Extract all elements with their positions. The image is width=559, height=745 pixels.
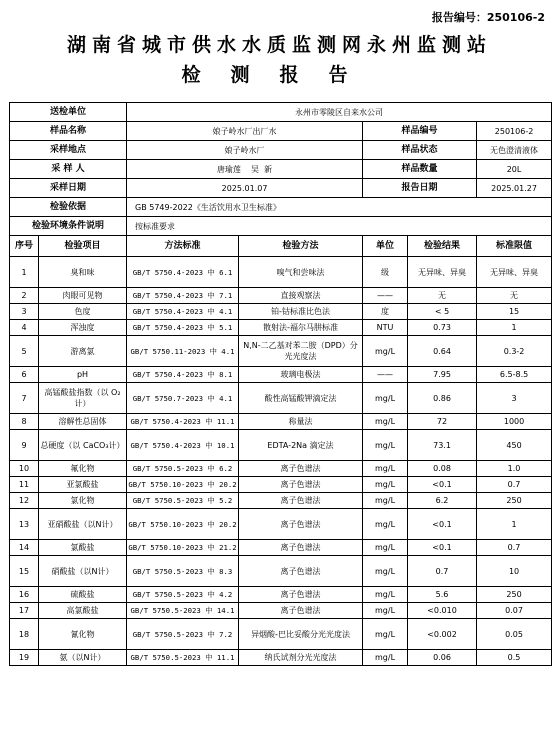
row-unit: mg/L (363, 430, 408, 461)
row-standard: GB/T 5750.5-2023 中 11.1 (127, 650, 239, 666)
row-limit: 250 (477, 493, 552, 509)
table-row (10, 336, 552, 367)
row-limit: 0.7 (477, 540, 552, 556)
row-item: 高氯酸盐 (39, 603, 127, 619)
row-item: 肉眼可见物 (39, 288, 127, 304)
row-method: 铂-钴标准比色法 (239, 304, 363, 320)
table-row (10, 477, 552, 493)
col-header-item: 检验项目 (39, 236, 127, 257)
row-unit: mg/L (363, 383, 408, 414)
row-no: 13 (10, 509, 39, 540)
row-unit: mg/L (363, 493, 408, 509)
row-limit: 0.5 (477, 650, 552, 666)
sample-no-label: 样品编号 (363, 122, 477, 141)
row-result: <0.002 (408, 619, 477, 650)
table-row (10, 493, 552, 509)
row-limit: 无 (477, 288, 552, 304)
row-result: 0.73 (408, 320, 477, 336)
col-header-no: 序号 (10, 236, 39, 257)
row-result: <0.1 (408, 509, 477, 540)
row-unit: mg/L (363, 603, 408, 619)
report-title: 湖南省城市供水水质监测网永州监测站 (66, 34, 492, 56)
row-unit: mg/L (363, 336, 408, 367)
row-item: 亚硝酸盐（以N计） (39, 509, 127, 540)
row-method: 纳氏试剂分光光度法 (239, 650, 363, 666)
table-row (10, 650, 552, 666)
row-result: 5.6 (408, 587, 477, 603)
row-no: 11 (10, 477, 39, 493)
row-limit: 1000 (477, 414, 552, 430)
row-item: 氯化物 (39, 493, 127, 509)
col-header-result: 检验结果 (408, 236, 477, 257)
row-method: 直接观察法 (239, 288, 363, 304)
row-limit: 无异味、异臭 (477, 257, 552, 288)
row-item: 氰化物 (39, 619, 127, 650)
sample-name-label: 样品名称 (10, 122, 127, 141)
row-limit: 3 (477, 383, 552, 414)
env-value: 按标准要求 (127, 217, 552, 236)
row-result: <0.1 (408, 477, 477, 493)
row-standard: GB/T 5750.4-2023 中 4.1 (127, 304, 239, 320)
state-label: 样品状态 (363, 141, 477, 160)
row-standard: GB/T 5750.10-2023 中 20.2 (127, 509, 239, 540)
row-unit: 级 (363, 257, 408, 288)
row-result: 73.1 (408, 430, 477, 461)
row-item: 浑浊度 (39, 320, 127, 336)
quantity-label: 样品数量 (363, 160, 477, 179)
row-limit: 1 (477, 320, 552, 336)
sample-name-value: 娘子岭水厂出厂水 (127, 122, 363, 141)
row-no: 6 (10, 367, 39, 383)
row-standard: GB/T 5750.4-2023 中 11.1 (127, 414, 239, 430)
row-result: 0.86 (408, 383, 477, 414)
table-row (10, 540, 552, 556)
row-no: 4 (10, 320, 39, 336)
row-item: pH (39, 367, 127, 383)
row-item: 氨（以N计） (39, 650, 127, 666)
send-unit-label: 送检单位 (10, 103, 127, 122)
location-label: 采样地点 (10, 141, 127, 160)
row-item: 亚氯酸盐 (39, 477, 127, 493)
row-result: 0.7 (408, 556, 477, 587)
row-result: 7.95 (408, 367, 477, 383)
row-method: 离子色谱法 (239, 461, 363, 477)
row-limit: 10 (477, 556, 552, 587)
table-row (10, 414, 552, 430)
row-no: 15 (10, 556, 39, 587)
row-standard: GB/T 5750.4-2023 中 5.1 (127, 320, 239, 336)
row-standard: GB/T 5750.5-2023 中 7.2 (127, 619, 239, 650)
row-unit: —— (363, 288, 408, 304)
row-method: 离子色谱法 (239, 540, 363, 556)
basis-label: 检验依据 (10, 198, 127, 217)
row-method: 酸性高锰酸钾滴定法 (239, 383, 363, 414)
table-row (10, 257, 552, 288)
table-row (10, 367, 552, 383)
row-no: 7 (10, 383, 39, 414)
env-label: 检验环境条件说明 (10, 217, 127, 236)
row-result: <0.010 (408, 603, 477, 619)
row-limit: 15 (477, 304, 552, 320)
row-standard: GB/T 5750.5-2023 中 4.2 (127, 587, 239, 603)
row-no: 12 (10, 493, 39, 509)
send-unit-value: 永州市零陵区自来水公司 (127, 103, 552, 122)
col-header-unit: 单位 (363, 236, 408, 257)
row-no: 16 (10, 587, 39, 603)
row-standard: GB/T 5750.7-2023 中 4.1 (127, 383, 239, 414)
row-item: 高锰酸盐指数（以 O₂计） (39, 383, 127, 414)
row-item: 总硬度（以 CaCO₃计） (39, 430, 127, 461)
row-no: 3 (10, 304, 39, 320)
row-limit: 1.0 (477, 461, 552, 477)
row-method: 离子色谱法 (239, 556, 363, 587)
row-no: 1 (10, 257, 39, 288)
row-no: 2 (10, 288, 39, 304)
col-header-standard: 方法标准 (127, 236, 239, 257)
sampler-value: 唐瑜莲 吴 新 (127, 160, 363, 179)
row-standard: GB/T 5750.4-2023 中 10.1 (127, 430, 239, 461)
row-standard: GB/T 5750.4-2023 中 6.1 (127, 257, 239, 288)
row-unit: mg/L (363, 509, 408, 540)
row-item: 色度 (39, 304, 127, 320)
row-item: 氯酸盐 (39, 540, 127, 556)
row-method: EDTA-2Na 滴定法 (239, 430, 363, 461)
row-method: 散射法-福尔马肼标准 (239, 320, 363, 336)
row-limit: 0.7 (477, 477, 552, 493)
row-no: 17 (10, 603, 39, 619)
row-method: 离子色谱法 (239, 493, 363, 509)
row-no: 8 (10, 414, 39, 430)
row-standard: GB/T 5750.5-2023 中 5.2 (127, 493, 239, 509)
report-date-label: 报告日期 (363, 179, 477, 198)
row-method: 离子色谱法 (239, 603, 363, 619)
table-row (10, 304, 552, 320)
row-item: 臭和味 (39, 257, 127, 288)
row-result: 无异味、异臭 (408, 257, 477, 288)
table-row (10, 603, 552, 619)
row-result: 无 (408, 288, 477, 304)
row-standard: GB/T 5750.5-2023 中 14.1 (127, 603, 239, 619)
row-unit: mg/L (363, 461, 408, 477)
row-unit: mg/L (363, 619, 408, 650)
table-row (10, 587, 552, 603)
row-unit: 度 (363, 304, 408, 320)
row-standard: GB/T 5750.10-2023 中 20.2 (127, 477, 239, 493)
row-no: 5 (10, 336, 39, 367)
report-subtitle: 检测报告 (181, 64, 378, 86)
row-method: 玻璃电极法 (239, 367, 363, 383)
basis-value: GB 5749-2022《生活饮用水卫生标准》 (127, 198, 552, 217)
report-table (9, 102, 552, 666)
row-no: 9 (10, 430, 39, 461)
row-no: 18 (10, 619, 39, 650)
report-date-value: 2025.01.27 (477, 179, 552, 198)
row-limit: 0.07 (477, 603, 552, 619)
row-limit: 250 (477, 587, 552, 603)
table-row (10, 288, 552, 304)
table-row (10, 430, 552, 461)
row-method: 嗅气和尝味法 (239, 257, 363, 288)
row-method: 离子色谱法 (239, 587, 363, 603)
row-standard: GB/T 5750.4-2023 中 7.1 (127, 288, 239, 304)
row-item: 硝酸盐（以N计） (39, 556, 127, 587)
row-unit: mg/L (363, 556, 408, 587)
row-standard: GB/T 5750.10-2023 中 21.2 (127, 540, 239, 556)
row-result: 72 (408, 414, 477, 430)
table-row (10, 320, 552, 336)
row-limit: 450 (477, 430, 552, 461)
row-item: 氟化物 (39, 461, 127, 477)
state-value: 无色澄清液体 (477, 141, 552, 160)
table-row (10, 383, 552, 414)
row-item: 游离氯 (39, 336, 127, 367)
row-no: 14 (10, 540, 39, 556)
row-limit: 0.3-2 (477, 336, 552, 367)
row-result: <0.1 (408, 540, 477, 556)
row-method: 离子色谱法 (239, 509, 363, 540)
row-result: < 5 (408, 304, 477, 320)
row-standard: GB/T 5750.5-2023 中 6.2 (127, 461, 239, 477)
row-no: 19 (10, 650, 39, 666)
table-row (10, 556, 552, 587)
row-unit: mg/L (363, 587, 408, 603)
row-result: 6.2 (408, 493, 477, 509)
sampler-label: 采 样 人 (10, 160, 127, 179)
row-method: 称量法 (239, 414, 363, 430)
quantity-value: 20L (477, 160, 552, 179)
row-method: 异烟酸-巴比妥酸分光光度法 (239, 619, 363, 650)
sample-no-value: 250106-2 (477, 122, 552, 141)
row-method: N,N-二乙基对苯二胺（DPD）分光光度法 (239, 336, 363, 367)
row-unit: mg/L (363, 477, 408, 493)
row-standard: GB/T 5750.4-2023 中 8.1 (127, 367, 239, 383)
row-no: 10 (10, 461, 39, 477)
col-header-limit: 标准限值 (477, 236, 552, 257)
row-unit: mg/L (363, 414, 408, 430)
row-unit: —— (363, 367, 408, 383)
row-item: 硫酸盐 (39, 587, 127, 603)
table-row (10, 461, 552, 477)
table-row (10, 509, 552, 540)
row-result: 0.64 (408, 336, 477, 367)
col-header-method: 检验方法 (239, 236, 363, 257)
sample-date-label: 采样日期 (10, 179, 127, 198)
row-unit: mg/L (363, 650, 408, 666)
location-value: 娘子岭水厂 (127, 141, 363, 160)
row-standard: GB/T 5750.5-2023 中 8.3 (127, 556, 239, 587)
row-item: 溶解性总固体 (39, 414, 127, 430)
row-standard: GB/T 5750.11-2023 中 4.1 (127, 336, 239, 367)
report-number: 报告编号：250106-2 (431, 11, 545, 24)
row-unit: mg/L (363, 540, 408, 556)
row-limit: 6.5-8.5 (477, 367, 552, 383)
row-limit: 1 (477, 509, 552, 540)
row-unit: NTU (363, 320, 408, 336)
sample-date-value: 2025.01.07 (127, 179, 363, 198)
row-method: 离子色谱法 (239, 477, 363, 493)
row-result: 0.06 (408, 650, 477, 666)
row-limit: 0.05 (477, 619, 552, 650)
table-row (10, 619, 552, 650)
row-result: 0.08 (408, 461, 477, 477)
